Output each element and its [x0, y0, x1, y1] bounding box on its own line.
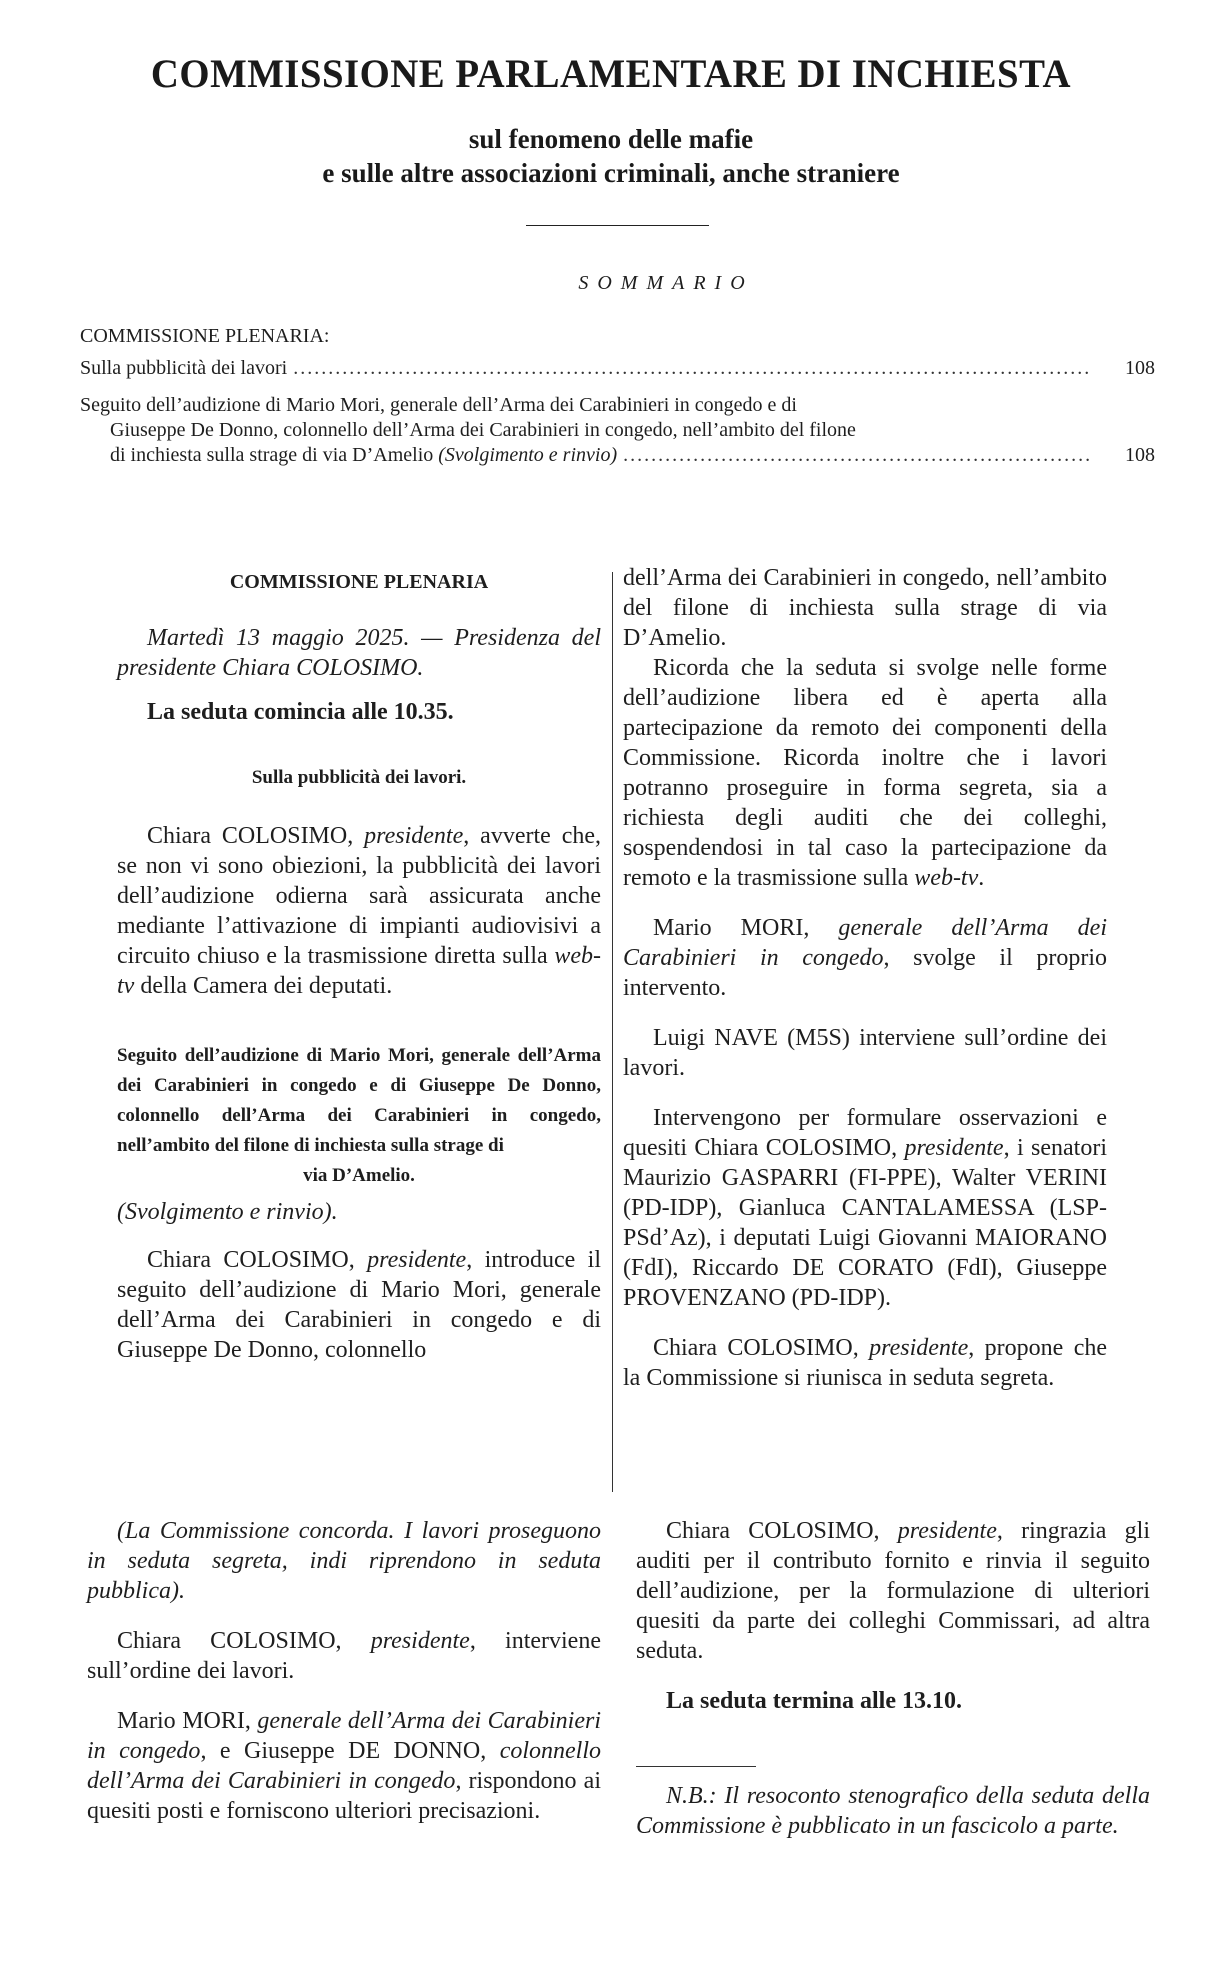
- section-heading: COMMISSIONE PLENARIA: [229, 571, 489, 593]
- right-paragraph: Ricorda che la seduta si svolge nelle forme dell’audizione libera ed è aperta alla partecipazione da remoto dei componenti della Commissione. Ricorda inoltre che i lavori potranno proseguire in forma segreta, sia a richiesta degli auditi che dei colleghi, sospendendosi in tal caso la partecipazione da remoto e la trasmissione sulla web-tv.: [623, 655, 1107, 891]
- toc-section-label: COMMISSIONE PLENARIA:: [80, 325, 330, 347]
- toc-entry-title: Seguito dell’audizione di Mario Mori, generale dell’Arma dei Carabinieri in congedo e di: [80, 394, 797, 416]
- seguito-paragraph: Chiara COLOSIMO, presidente, introduce il seguito dell’audizione di Mario Mori, generale dell’Arma dei Carabinieri in congedo e di Giuseppe De Donno, colonnello: [117, 1247, 601, 1363]
- lower-left-column: [87, 1516, 601, 1826]
- column-divider: [612, 572, 613, 1492]
- toc-page-number: 108: [1125, 357, 1155, 379]
- right-column: [623, 563, 1107, 1393]
- title-divider: [526, 225, 709, 226]
- pubblicita-paragraph: Chiara COLOSIMO, presidente, avverte che, se non vi sono obiezioni, la pubblicità dei lavori dell’audizione odierna sarà assicurata anche mediante l’attivazione di impianti audiovisivi a circuito chiuso e la trasmissione diretta sulla web-tv della Camera dei deputati.: [117, 823, 601, 999]
- toc-page-number: 108: [1125, 444, 1155, 466]
- commission-agrees-note: (La Commissione concorda. I lavori proseguono in seduta segreta, indi riprendono in seduta pubblica).: [87, 1518, 601, 1604]
- sommario-heading: SOMMARIO: [578, 272, 754, 294]
- date-line: Martedì 13 maggio 2025. — Presidenza del presidente Chiara COLOSIMO.: [117, 625, 601, 681]
- document-subtitle-line2: e sulle altre associazioni criminali, anche straniere: [322, 158, 900, 188]
- toc-entry-line1: [80, 393, 1155, 418]
- end-time: La seduta termina alle 13.10.: [666, 1688, 962, 1714]
- right-paragraph: Chiara COLOSIMO, presidente, propone che la Commissione si riunisca in seduta segreta.: [623, 1335, 1107, 1391]
- toc-entry-line3: di inchiesta sulla strage di via D’Amelio (Svolgimento e rinvio) ..... 108: [110, 443, 1155, 468]
- toc-entry-title: Sulla pubblicità dei lavori: [80, 357, 288, 379]
- seguito-status: (Svolgimento e rinvio).: [117, 1199, 338, 1225]
- nb-note: N.B.: Il resoconto stenografico della seduta della Commissione è pubblicato in un fascicolo a parte.: [636, 1783, 1150, 1839]
- document-title: COMMISSIONE PARLAMENTARE DI INCHIESTA: [150, 51, 1072, 96]
- right-paragraph-continuation: dell’Arma dei Carabinieri in congedo, nell’ambito del filone di inchiesta sulla strage di via D’Amelio.: [623, 565, 1107, 651]
- lower-left-paragraph: Mario MORI, generale dell’Arma dei Carabinieri in congedo, e Giuseppe DE DONNO, colonnello dell’Arma dei Carabinieri in congedo, rispondono ai quesiti posti e forniscono ulteriori precisazioni.: [87, 1708, 601, 1824]
- right-paragraph: Intervengono per formulare osservazioni e quesiti Chiara COLOSIMO, presidente, i senatori Maurizio GASPARRI (FI-PPE), Walter VERINI (PD-IDP), Gianluca CANTALAMESSA (LSP-PSd’Az), i deputati Luigi Giovanni MAIORANO (FdI), Riccardo DE CORATO (FdI), Giuseppe PROVENZANO (PD-IDP).: [623, 1105, 1107, 1311]
- right-paragraph: Mario MORI, generale dell’Arma dei Carabinieri in congedo, svolge il proprio intervento.: [623, 915, 1107, 1001]
- lower-right-paragraph: Chiara COLOSIMO, presidente, ringrazia gli auditi per il contributo fornito e rinvia il seguito dell’audizione, per la formulazione di ulteriori quesiti da parte dei colleghi Commissari, ad altra seduta.: [636, 1518, 1150, 1664]
- pubblicita-heading: Sulla pubblicità dei lavori.: [251, 767, 467, 788]
- toc-leader-dots: [293, 356, 1089, 381]
- nb-divider: [636, 1766, 756, 1767]
- toc-entry-line2: Giuseppe De Donno, colonnello dell’Arma dei Carabinieri in congedo, nell’ambito del filone: [110, 419, 856, 441]
- document-subtitle-line1: sul fenomeno delle mafie: [468, 124, 754, 154]
- toc-entry: [80, 356, 1155, 381]
- lower-right-column: [636, 1516, 1150, 1841]
- start-time: La seduta comincia alle 10.35.: [147, 699, 454, 725]
- lower-left-paragraph: Chiara COLOSIMO, presidente, interviene sull’ordine dei lavori.: [87, 1628, 601, 1684]
- seguito-heading: Seguito dell’audizione di Mario Mori, generale dell’Arma dei Carabinieri in congedo e di Giuseppe De Donno, colonnello dell’Arma dei Carabinieri in congedo, nell’ambito del filone di inchiesta sulla strage di via D’Amelio.: [117, 1045, 601, 1186]
- left-column: [117, 567, 601, 1365]
- toc-leader-dots: [623, 443, 1089, 468]
- right-paragraph: Luigi NAVE (M5S) interviene sull’ordine dei lavori.: [623, 1025, 1107, 1081]
